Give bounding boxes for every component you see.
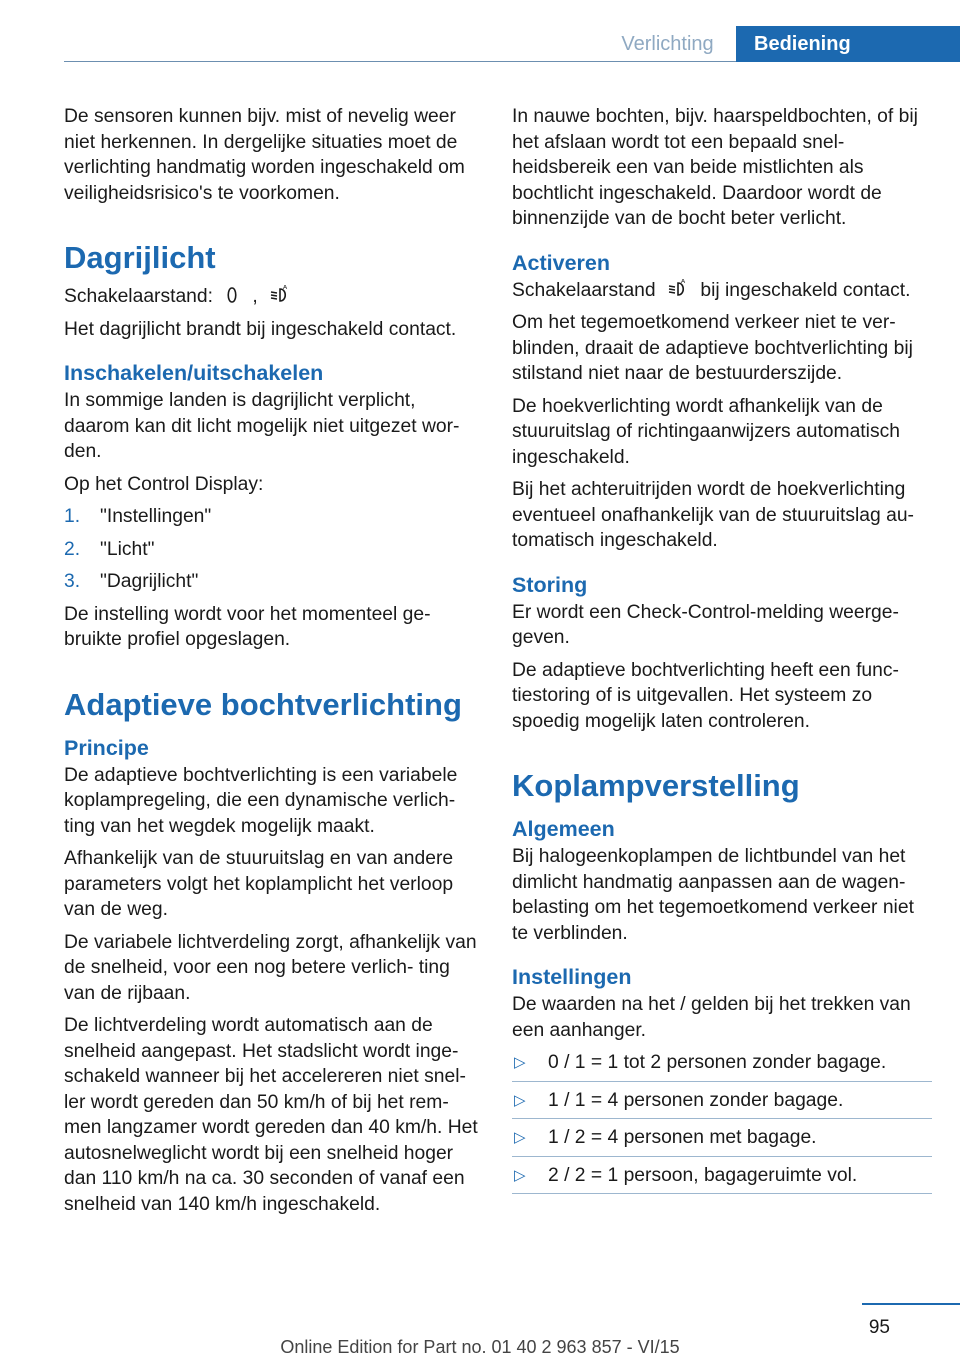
activeren-p1: Om het tegemoetkomend verkeer niet te ver‐ blinden, draait de adaptieve bochtverlichting bij stilstand niet naar de bestuurderszijde.	[512, 312, 913, 384]
heading-storing: Storing	[512, 572, 588, 597]
heading-activeren: Activeren	[512, 250, 610, 275]
bullet-text: 0 / 1 = 1 tot 2 personen zonder bagage.	[548, 1052, 887, 1073]
activeren-p3: Bij het achteruitrijden wordt de hoekverlichting eventueel onafhankelijk van de stuuruitslag au‐ tomatisch ingeschakeld.	[512, 479, 914, 551]
dagrijlicht-body: Het dagrijlicht brandt bij ingeschakeld contact.	[64, 318, 457, 340]
list-item	[512, 1163, 932, 1195]
step-number: 1.	[64, 506, 81, 527]
switch-label: Schakelaarstand:	[64, 286, 213, 307]
storing-p2: De adaptieve bochtverlichting heeft een func‐ tiestoring of is uitgevallen. Het systeem zo spoedig mogelijk laten controleren.	[512, 659, 899, 732]
adaptieve-p4: De lichtverdeling wordt automatisch aan de snelheid aangepast. Het stadslicht wordt inge‐ schakeld wanneer bij het accelereren niet snel‐ ler wordt gereden dan 50 km/h of bij het rem‐ men langzamer wordt gereden dan 40 km/h. Het autosnelweglicht wordt bij een snelheid hoger dan 110 km/h na ca. 30 seconden of vanaf een snelheid van 140 km/h ingeschakeld.	[64, 1015, 478, 1215]
activeren-p2: De hoekverlichting wordt afhankelijk van de stuuruitslag of richtingaanwijzers automatisch ingeschakeld.	[512, 395, 900, 468]
bochtlicht-paragraph: In nauwe bochten, bijv. haarspeldbochten, of bij het afslaan wordt tot een bepaald snel‐ heidsbereik een van beide mistlichten als bochtlicht ingeschakeld. Daardoor wordt de binnenzijde van de bocht beter verlicht.	[512, 106, 918, 229]
heading-dagrijlicht: Dagrijlicht	[64, 240, 216, 275]
edition-footer: Online Edition for Part no. 01 40 2 963 857 - VI/15	[280, 1337, 680, 1357]
bullet-text: 1 / 1 = 4 personen zonder bagage.	[548, 1089, 844, 1111]
low-beam-auto-icon	[269, 285, 291, 305]
list-item	[512, 1125, 932, 1157]
step-number: 2.	[64, 538, 81, 560]
settings-list	[512, 1050, 932, 1194]
bullet-triangle-icon: ▷	[514, 1129, 526, 1146]
koplamp-p1: Bij halogeenkoplampen de lichtbundel van het dimlicht handmatig aanpassen aan de wagen‐ belasting om het tegemoetkomend verkeer niet te verblinden.	[512, 846, 914, 944]
bullet-text: 1 / 2 = 4 personen met bagage.	[548, 1127, 817, 1148]
footer-rule	[862, 1303, 960, 1305]
activeren-pre: Schakelaarstand	[512, 279, 656, 301]
step-text: "Licht"	[100, 538, 155, 560]
storing-p1: Er wordt een Check-Control-melding weerge‐ geven.	[512, 601, 899, 648]
svg-text:A: A	[681, 278, 686, 285]
list-item	[512, 1050, 932, 1082]
list-item	[512, 1088, 932, 1120]
auto-headlight-icon	[224, 285, 246, 305]
heading-adaptieve: Adaptieve bochtverlichting	[64, 686, 462, 722]
dagrijlicht-p3: De instelling wordt voor het momenteel ge‐ bruikte profiel opgeslagen.	[64, 603, 431, 650]
step-text: "Dagrijlicht"	[100, 571, 199, 592]
tab-verlichting[interactable]: Verlichting	[621, 32, 714, 55]
bullet-triangle-icon: ▷	[514, 1054, 526, 1071]
step-text: "Instellingen"	[100, 506, 212, 527]
activeren-post: bij ingeschakeld contact.	[700, 279, 911, 301]
heading-inschakelen: Inschakelen/uitschakelen	[64, 361, 324, 385]
adaptieve-p3: De variabele lichtverdeling zorgt, afhankelijk van de snelheid, voor een nog betere verlich‐ ting van de rijbaan.	[64, 931, 477, 1004]
switch-separator: ,	[252, 286, 258, 307]
step-number: 3.	[64, 571, 81, 592]
activeren-line	[512, 278, 932, 304]
steps-list	[64, 504, 484, 595]
heading-instellingen: Instellingen	[512, 965, 632, 989]
switch-position-line	[64, 284, 484, 310]
bullet-triangle-icon: ▷	[514, 1091, 526, 1109]
left-column	[64, 104, 484, 1224]
adaptieve-p1: De adaptieve bochtverlichting is een variabele koplampregeling, die een dynamische verlich‐ ting van het wegdek mogelijk maakt.	[64, 764, 458, 837]
tab-bediening[interactable]: Bediening	[736, 26, 960, 62]
list-item	[64, 569, 484, 595]
heading-algemeen: Algemeen	[512, 817, 615, 841]
page-number: 95	[868, 1317, 890, 1338]
dagrijlicht-p2: Op het Control Display:	[64, 473, 264, 495]
adaptieve-p2: Afhankelijk van de stuuruitslag en van andere parameters volgt het koplamplicht het verloop van de weg.	[64, 848, 454, 920]
low-beam-auto-icon	[667, 279, 689, 299]
dagrijlicht-p1: In sommige landen is dagrijlicht verplicht, daarom kan dit licht mogelijk niet uitgezet wor‐ den.	[64, 390, 460, 462]
intro-paragraph: De sensoren kunnen bijv. mist of nevelig weer niet herkennen. In dergelijke situaties moet de verlichting handmatig worden ingeschakeld om veiligheidsrisico's te voorkomen.	[64, 106, 465, 204]
right-column	[512, 104, 932, 1200]
heading-principe: Principe	[64, 735, 149, 760]
list-item	[64, 504, 484, 530]
list-item	[64, 537, 484, 563]
bullet-triangle-icon: ▷	[514, 1166, 526, 1184]
heading-koplampverstelling: Koplampverstelling	[512, 768, 800, 803]
koplamp-p2: De waarden na het / gelden bij het trekken van een aanhanger.	[512, 994, 911, 1041]
svg-text:A: A	[283, 285, 288, 291]
bullet-text: 2 / 2 = 1 persoon, bagageruimte vol.	[548, 1164, 858, 1186]
